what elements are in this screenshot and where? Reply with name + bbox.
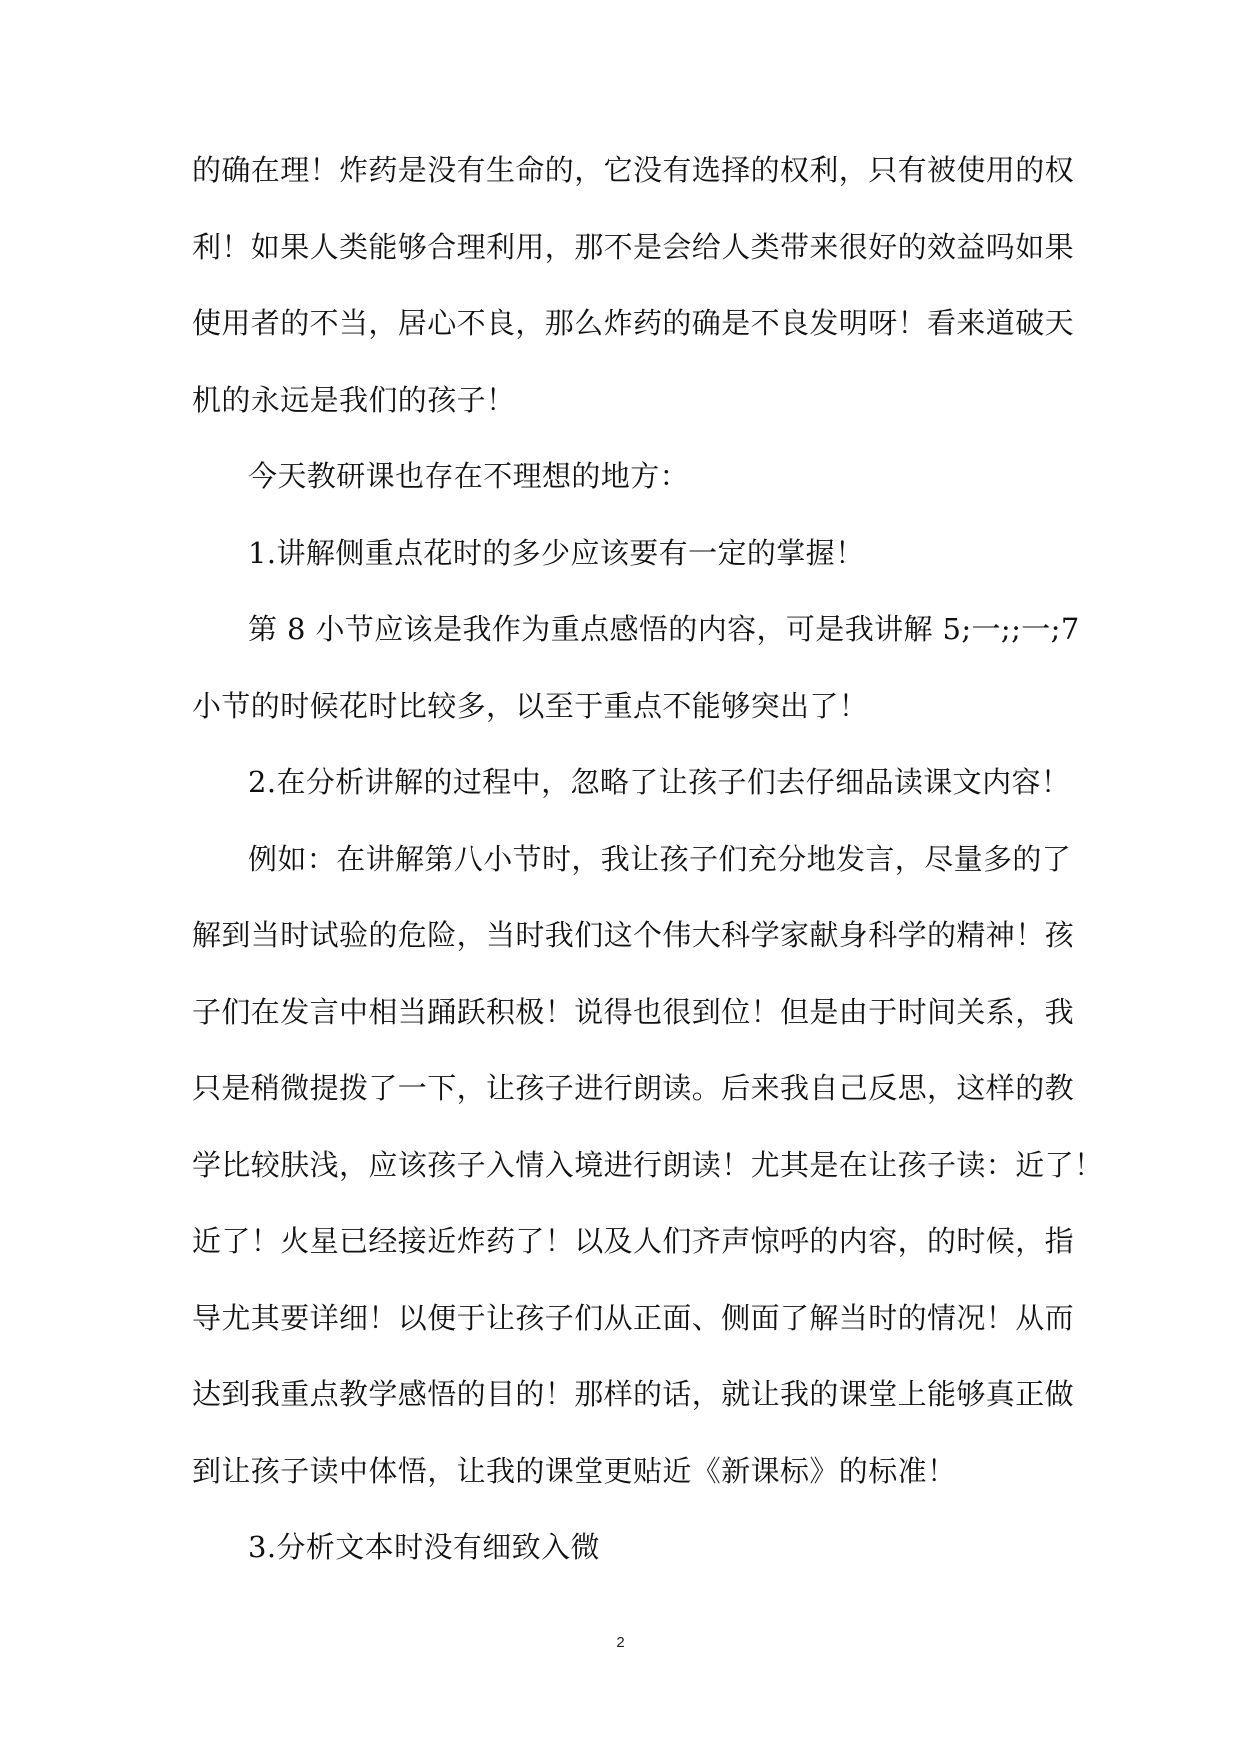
numbered-point-1: 1.讲解侧重点花时的多少应该要有一定的掌握！ — [248, 535, 865, 570]
text-line: 使用者的不当，居心不良，那么炸药的确是不良发明呀！看来道破天 — [192, 306, 1075, 340]
paragraph-first-line: 今天教研课也存在不理想的地方： — [248, 459, 690, 493]
text-line: 小节的时候花时比较多，以至于重点不能够突出了！ — [192, 688, 869, 723]
text-line: 只是稍微提拨了一下，让孩子进行朗读。后来我自己反思，这样的教 — [192, 1071, 1075, 1105]
numbered-point-3: 3.分析文本时没有细致入微 — [248, 1530, 600, 1564]
body-text — [192, 147, 1104, 1601]
text-line: 机的永远是我们的孩子！ — [192, 382, 516, 417]
text-line: 子们在发言中相当踊跃积极！说得也很到位！但是由于时间关系，我 — [192, 994, 1075, 1029]
text-line: 到让孩子读中体悟，让我的课堂更贴近《新课标》的标准！ — [192, 1453, 957, 1488]
text-line: 利！如果人类能够合理利用，那不是会给人类带来很好的效益吗如果 — [192, 229, 1075, 264]
text-line: 学比较肤浅，应该孩子入情入境进行朗读！尤其是在让孩子读：近了！ — [192, 1147, 1104, 1182]
text-line: 导尤其要详细！以便于让孩子们从正面、侧面了解当时的情况！从而 — [192, 1300, 1075, 1335]
page-number: 2 — [616, 1634, 625, 1651]
text-line: 的确在理！炸药是没有生命的，它没有选择的权利，只有被使用的权 — [192, 153, 1075, 187]
paragraph-first-line: 第 8 小节应该是我作为重点感悟的内容，可是我讲解 5;一;;一;7 — [248, 612, 1080, 646]
text-line: 近了！火星已经接近炸药了！以及人们齐声惊呼的内容，的时候，指 — [192, 1224, 1075, 1258]
numbered-point-2: 2.在分析讲解的过程中，忽略了让孩子们去仔细品读课文内容！ — [248, 765, 1071, 799]
text-line: 解到当时试验的危险，当时我们这个伟大科学家献身科学的精神！孩 — [192, 918, 1075, 952]
text-line: 达到我重点教学感悟的目的！那样的话，就让我的课堂上能够真正做 — [192, 1377, 1075, 1411]
paragraph-first-line: 例如：在讲解第八小节时，我让孩子们充分地发言，尽量多的了 — [248, 841, 1072, 876]
